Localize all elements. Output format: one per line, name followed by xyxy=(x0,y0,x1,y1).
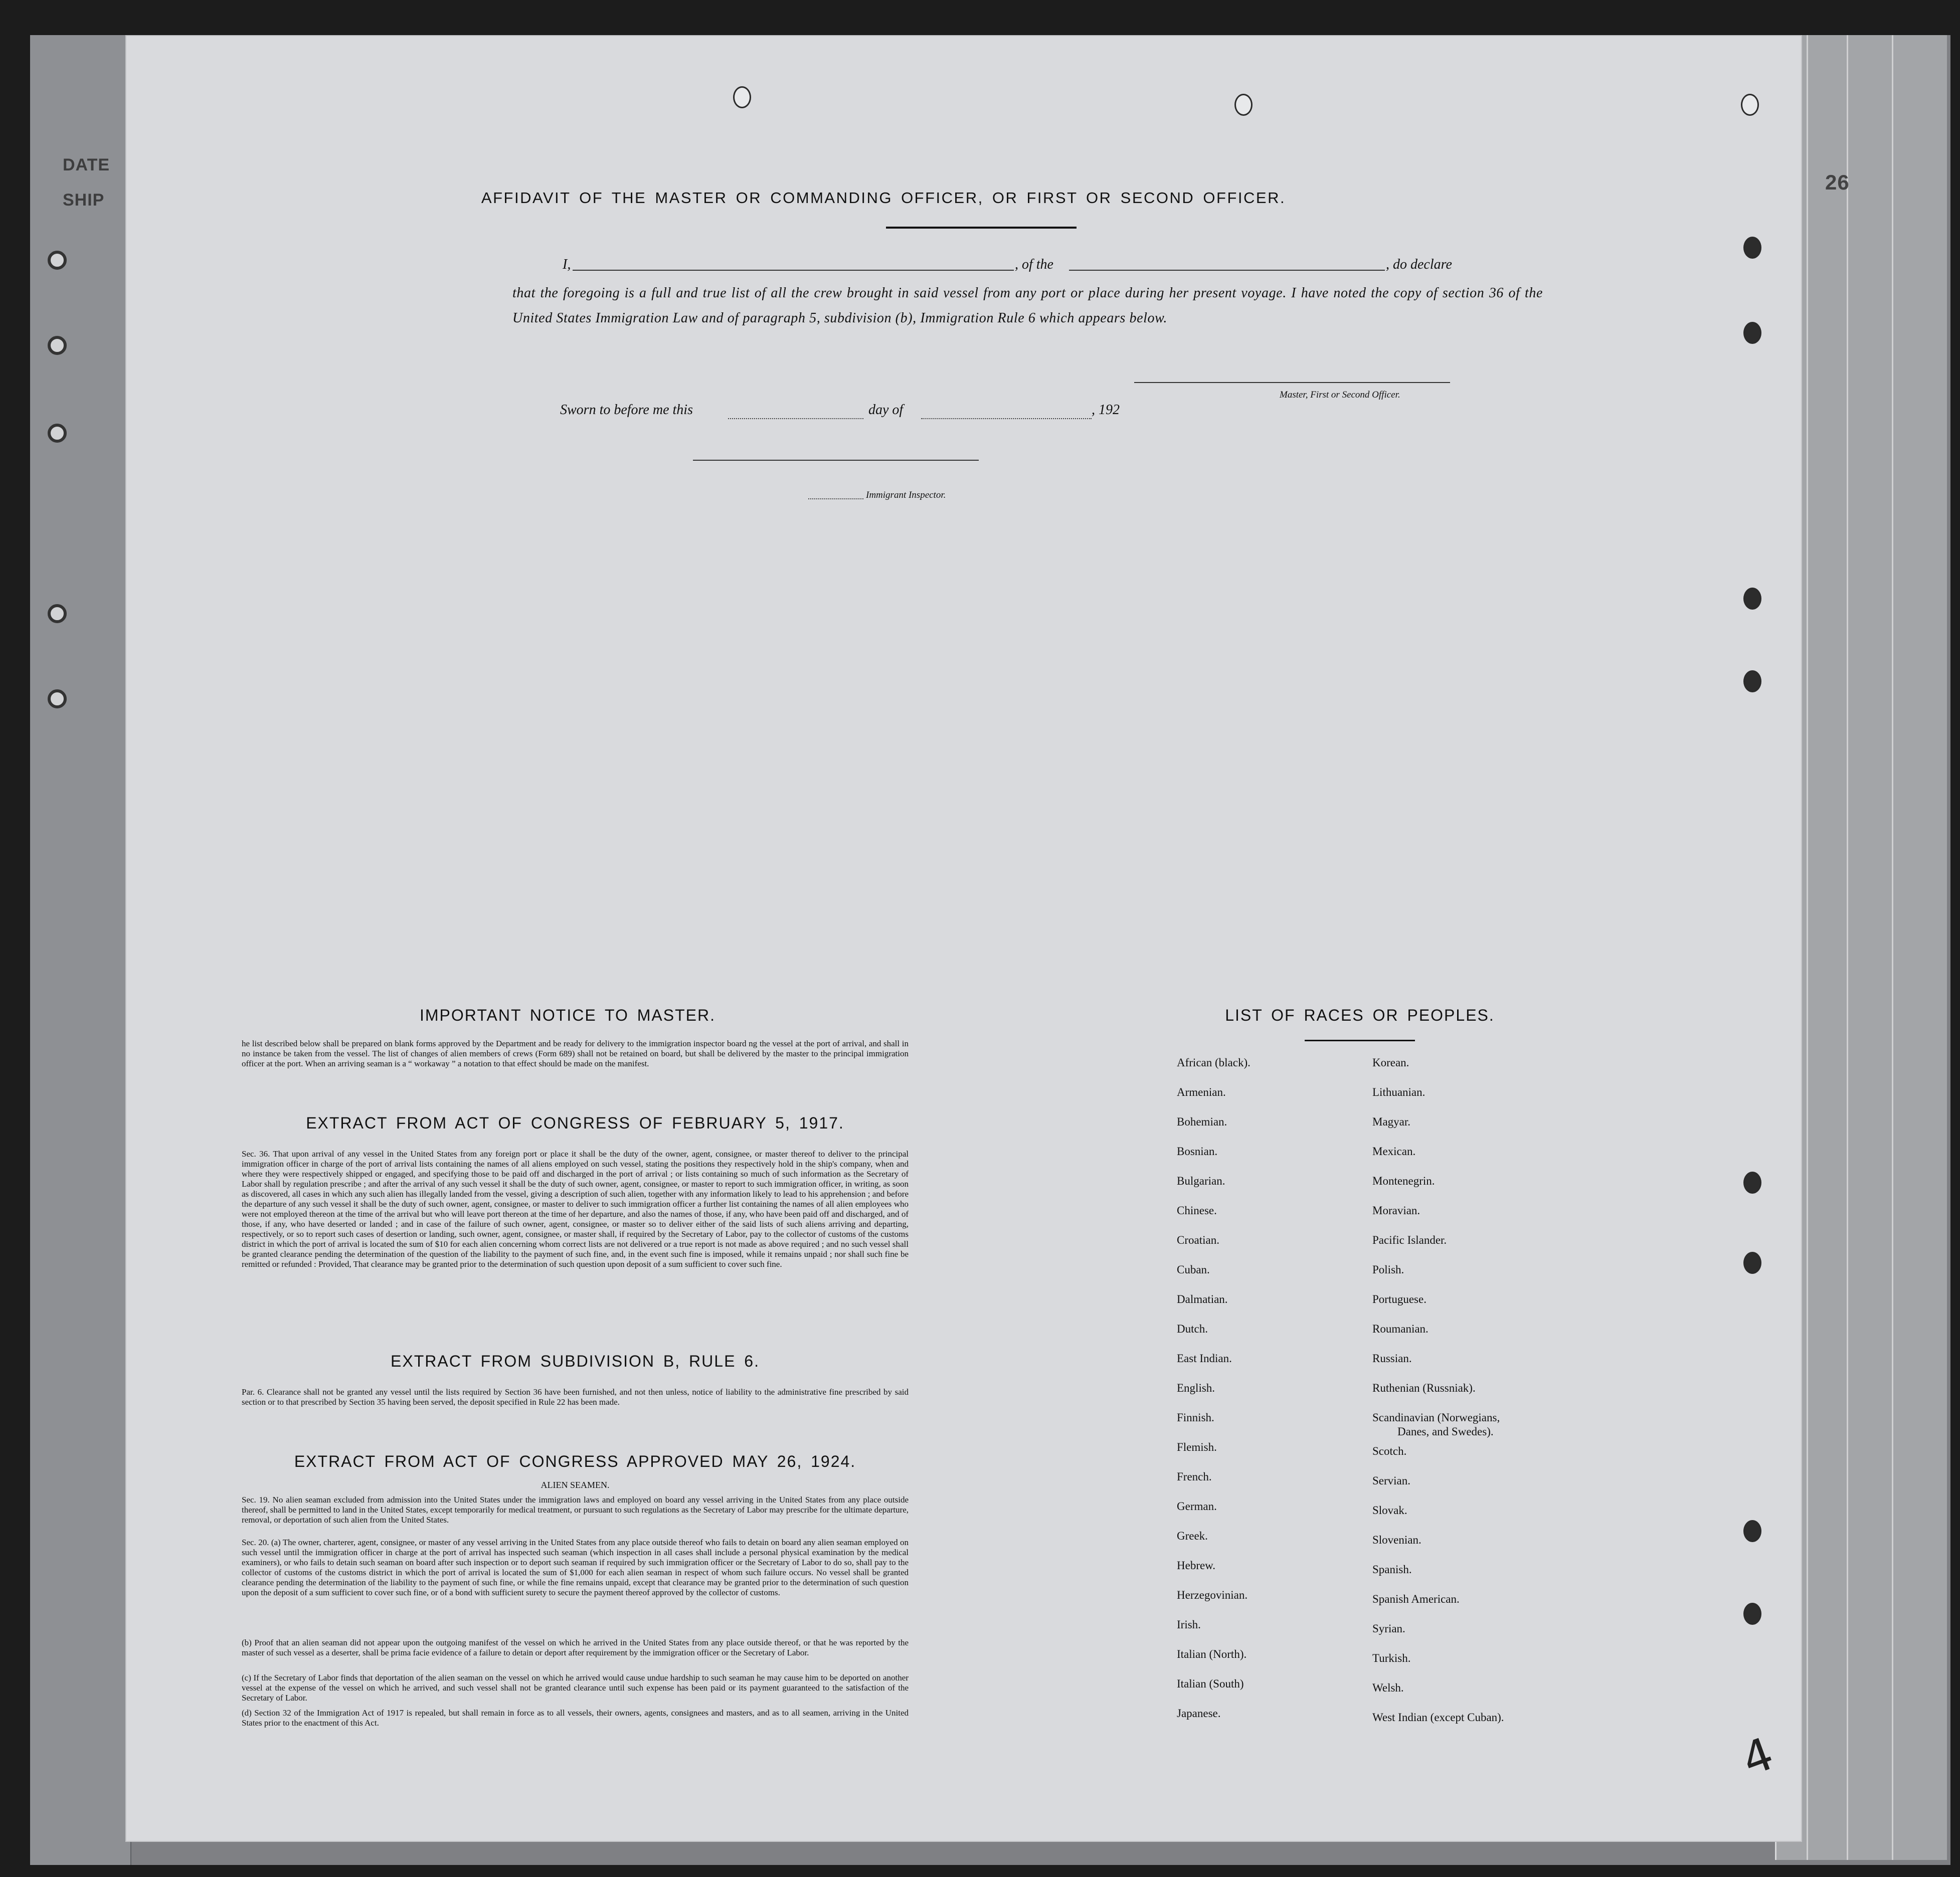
race-item: Italian (North). xyxy=(1177,1648,1247,1660)
race-item: Bulgarian. xyxy=(1177,1175,1225,1187)
stamp-ship: SHIP xyxy=(63,191,105,210)
race-item: East Indian. xyxy=(1177,1352,1232,1365)
binding-hole-icon xyxy=(48,689,67,708)
extract3-title: EXTRACT FROM ACT OF CONGRESS APPROVED MAY 26, 1924. xyxy=(294,1452,856,1470)
race-item-continuation: Danes, and Swedes). xyxy=(1397,1425,1494,1438)
punch-hole-icon xyxy=(1743,322,1761,344)
race-item: Hebrew. xyxy=(1177,1559,1216,1572)
race-item: Italian (South) xyxy=(1177,1677,1244,1690)
extract3-sec20c: (c) If the Secretary of Labor finds that deportation of the alien seaman on the vessel on which he arrived would cause undue hardship to such seaman he may cause him to be deported on another vessel at the expense of the vessel on which he arrived, and such vessel shall not be granted clearance until such expense has been paid or its payment guaranteed to the satisfaction of the Secretary of Labor. xyxy=(242,1673,909,1703)
name-line xyxy=(573,270,1014,271)
inspector-line xyxy=(808,498,863,499)
witness-line xyxy=(693,460,979,461)
binding-hole-icon xyxy=(48,604,67,623)
pencil-mark: 4 xyxy=(1735,1727,1780,1787)
race-item: Korean. xyxy=(1372,1056,1409,1069)
affidavit-body: that the foregoing is a full and true list of all the crew brought in said vessel from any port or place during her present voyage. I have noted the copy of section 36 of the United States Immigration Law and of paragraph 5, subdivision (b), Immigration Rule 6 which appears below. xyxy=(512,285,1543,326)
punch-hole-icon xyxy=(1743,1172,1761,1194)
race-item: Lithuanian. xyxy=(1372,1086,1426,1098)
race-item: Welsh. xyxy=(1372,1681,1404,1694)
race-item: Roumanian. xyxy=(1372,1323,1429,1335)
race-item: Chinese. xyxy=(1177,1204,1217,1217)
punch-hole-icon xyxy=(733,86,751,108)
race-item: Scandinavian (Norwegians, xyxy=(1372,1411,1500,1424)
document-page xyxy=(125,35,1802,1842)
extract3-sec20d: (d) Section 32 of the Immigration Act of 1917 is repealed, but shall remain in force as to all vessels, their owners, agents, consignees and masters, and as to all seamen, arriving in the United States prior to the enactment of this Act. xyxy=(242,1708,909,1728)
vessel-line xyxy=(1069,270,1385,271)
extract1-body: Sec. 36. That upon arrival of any vessel in the United States from any foreign port or place it shall be the duty of the owner, agent, consignee, or master thereof to deliver to the principal immigration officer in charge of the port of arrival lists containing the names of all aliens employed on such vessel, stating the positions they respectively hold in the ship's company, when and where they were respectively shipped or engaged, and specifying those to be paid off and discharged in the port of arrival ; or lists containing so much of such information as the Secretary of Labor shall by regulation prescribe ; and after the arrival of any such vessel it shall be the duty of such owner, agent, consignee, or master to report to such immigration officer, in writing, as soon as discovered, all cases in which any such alien has illegally landed from the vessel, giving a description of such alien, together with any information likely to lead to his apprehension ; and before the departure of any such vessel it shall be the duty of such owner, agent, consignee, or master to deliver to such immigration officer a further list containing the names of all alien employees who were not employed thereon at the time of the arrival but who will leave port thereon at the time of her departure, and also the names of those, if any, who have been paid off and discharged, and of those, if any, who have deserted or landed ; and in case of the failure of such owner, agent, consignee, or master so to deliver either of the said lists of such aliens arriving and departing, respectively, or so to report such cases of desertion or landing, such owner, agent, consignee, or master shall, if required by the Secretary of Labor, pay to the collector of customs of the customs district in which the port of arrival is located the sum of $10 for each alien concerning whom correct lists are not delivered or a true report is not made as above required ; and no such vessel shall be granted clearance pending the determination of the question of the liability to the payment of such fine, and, in the event such fine is imposed, while it remains unpaid ; nor shall such fine be remitted or refunded : Provided, That clearance may be granted prior to the determination of such question upon deposit of a sum sufficient to cover such fine. xyxy=(242,1149,909,1269)
affidavit-i: I, xyxy=(563,257,571,272)
year-text: , 192 xyxy=(1092,402,1120,418)
race-item: Scotch. xyxy=(1372,1445,1407,1457)
page-number: 26 xyxy=(1825,170,1850,194)
punch-hole-icon xyxy=(1743,670,1761,692)
race-item: Croatian. xyxy=(1177,1234,1219,1246)
extract3-sec20b: (b) Proof that an alien seaman did not appear upon the outgoing manifest of the vessel on which he arrived in the United States from any place outside thereof, or that he was reported by the master of such vessel as a deserter, shall be prima facie evidence of a failure to detain or deport after requirement by the immigration officer or the Secretary of Labor. xyxy=(242,1638,909,1657)
binding-hole-icon xyxy=(48,424,67,443)
race-item: Dalmatian. xyxy=(1177,1293,1228,1305)
punch-hole-icon xyxy=(1741,94,1759,116)
race-item: Polish. xyxy=(1372,1263,1404,1276)
race-item: Montenegrin. xyxy=(1372,1175,1435,1187)
inspector-caption: Immigrant Inspector. xyxy=(866,490,946,500)
race-item: Slovenian. xyxy=(1372,1534,1421,1546)
race-item: English. xyxy=(1177,1382,1215,1394)
races-title: LIST OF RACES OR PEOPLES. xyxy=(1225,1006,1495,1024)
affidavit-title: AFFIDAVIT OF THE MASTER OR COMMANDING OFFICER, OR FIRST OR SECOND OFFICER. xyxy=(481,189,1286,207)
month-line xyxy=(921,418,1092,419)
sworn-text: Sworn to before me this xyxy=(560,402,693,418)
stamp-date: DATE xyxy=(63,155,110,174)
notice-body: he list described below shall be prepared on blank forms approved by the Department and be ready for delivery to the immigration inspector board ng the vessel at the port of arrival, and shall in no instance be taken from the vessel. The list of changes of alien members of crews (Form 689) shall not be retained on board, but shall be delivered by the master to the principal immigration officer at the port. When an arriving seaman is a “ workaway ” a notation to that effect should be made on the manifest. xyxy=(242,1039,909,1068)
race-item: Cuban. xyxy=(1177,1263,1210,1276)
race-item: French. xyxy=(1177,1470,1212,1483)
race-item: Turkish. xyxy=(1372,1652,1411,1664)
binding-hole-icon xyxy=(48,336,67,355)
extract2-title: EXTRACT FROM SUBDIVISION B, RULE 6. xyxy=(391,1352,760,1370)
race-item: Russian. xyxy=(1372,1352,1412,1365)
race-item: Bohemian. xyxy=(1177,1115,1227,1128)
race-item: Spanish American. xyxy=(1372,1593,1460,1605)
race-item: Dutch. xyxy=(1177,1323,1208,1335)
race-item: Syrian. xyxy=(1372,1622,1405,1635)
master-signature-line xyxy=(1134,382,1450,383)
punch-hole-icon xyxy=(1743,1520,1761,1542)
race-item: Irish. xyxy=(1177,1618,1201,1631)
left-binding-strip xyxy=(30,35,131,1865)
race-item: Ruthenian (Russniak). xyxy=(1372,1382,1476,1394)
race-item: Spanish. xyxy=(1372,1563,1412,1576)
race-item: Mexican. xyxy=(1372,1145,1416,1158)
extract1-title: EXTRACT FROM ACT OF CONGRESS OF FEBRUARY 5, 1917. xyxy=(306,1114,844,1132)
notice-title: IMPORTANT NOTICE TO MASTER. xyxy=(420,1006,716,1024)
race-item: Magyar. xyxy=(1372,1115,1411,1128)
race-item: Flemish. xyxy=(1177,1441,1217,1453)
race-item: African (black). xyxy=(1177,1056,1251,1069)
race-item: Armenian. xyxy=(1177,1086,1226,1098)
race-item: Japanese. xyxy=(1177,1707,1221,1720)
race-item: Greek. xyxy=(1177,1530,1208,1542)
day-line xyxy=(728,418,863,419)
race-item: Slovak. xyxy=(1372,1504,1407,1517)
master-caption: Master, First or Second Officer. xyxy=(1280,390,1400,400)
punch-hole-icon xyxy=(1743,1603,1761,1625)
race-item: Pacific Islander. xyxy=(1372,1234,1447,1246)
day-of-text: day of xyxy=(868,402,904,418)
punch-hole-icon xyxy=(1743,237,1761,259)
affidavit-of-the: , of the xyxy=(1015,257,1053,272)
extract3-sec19: Sec. 19. No alien seaman excluded from admission into the United States under the immigration laws and employed on board any vessel arriving in the United States from any place outside thereof, shall be permitted to land in the United States, except temporarily for medical treatment, or pursuant to such regulations as the Secretary of Labor may prescribe for the ultimate departure, removal, or deportation of such alien from the United States. xyxy=(242,1495,909,1525)
race-item: Herzegovinian. xyxy=(1177,1589,1248,1601)
race-item: Portuguese. xyxy=(1372,1293,1427,1305)
punch-hole-icon xyxy=(1743,588,1761,610)
race-item: West Indian (except Cuban). xyxy=(1372,1711,1504,1724)
race-item: German. xyxy=(1177,1500,1217,1513)
race-item: Moravian. xyxy=(1372,1204,1420,1217)
punch-hole-icon xyxy=(1743,1252,1761,1274)
extract3-subtitle: ALIEN SEAMEN. xyxy=(541,1480,610,1490)
race-item: Servian. xyxy=(1372,1474,1411,1487)
races-underline xyxy=(1305,1040,1415,1041)
punch-hole-icon xyxy=(1234,94,1253,116)
race-item: Bosnian. xyxy=(1177,1145,1218,1158)
extract3-sec20a: Sec. 20. (a) The owner, charterer, agent, consignee, or master of any vessel arriving in the United States from any place outside thereof who fails to detain on board any alien seaman employed on such vessel until the immigration officer in charge at the port of arrival has inspected such seaman (which inspection in all cases shall include a personal physical examination by the medical examiners), or who fails to detain such seaman on board after such inspection or to deport such seaman if required by such immigration officer or the Secretary of Labor to do so, shall pay to the collector of customs of the customs district in which the port of arrival is located the sum of $1,000 for each alien seaman in respect of whom such failure occurs. No vessel shall be granted clearance pending the determination of the liability to the payment of such fine, or while the fine remains unpaid, except that clearance may be granted prior to the determination of such question upon the deposit of a sum sufficient to cover such fine, or of a bond with sufficient surety to secure the payment thereof approved by the collector of customs. xyxy=(242,1538,909,1597)
race-item: Finnish. xyxy=(1177,1411,1214,1424)
title-underline xyxy=(886,227,1077,229)
affidavit-do-declare: , do declare xyxy=(1386,257,1452,272)
binding-hole-icon xyxy=(48,251,67,270)
extract2-body: Par. 6. Clearance shall not be granted any vessel until the lists required by Section 36 have been furnished, and not then unless, notice of liability to the administrative fine prescribed by said section or to that prescribed by Section 35 having been served, the deposit specified in Rule 22 has been made. xyxy=(242,1387,909,1407)
